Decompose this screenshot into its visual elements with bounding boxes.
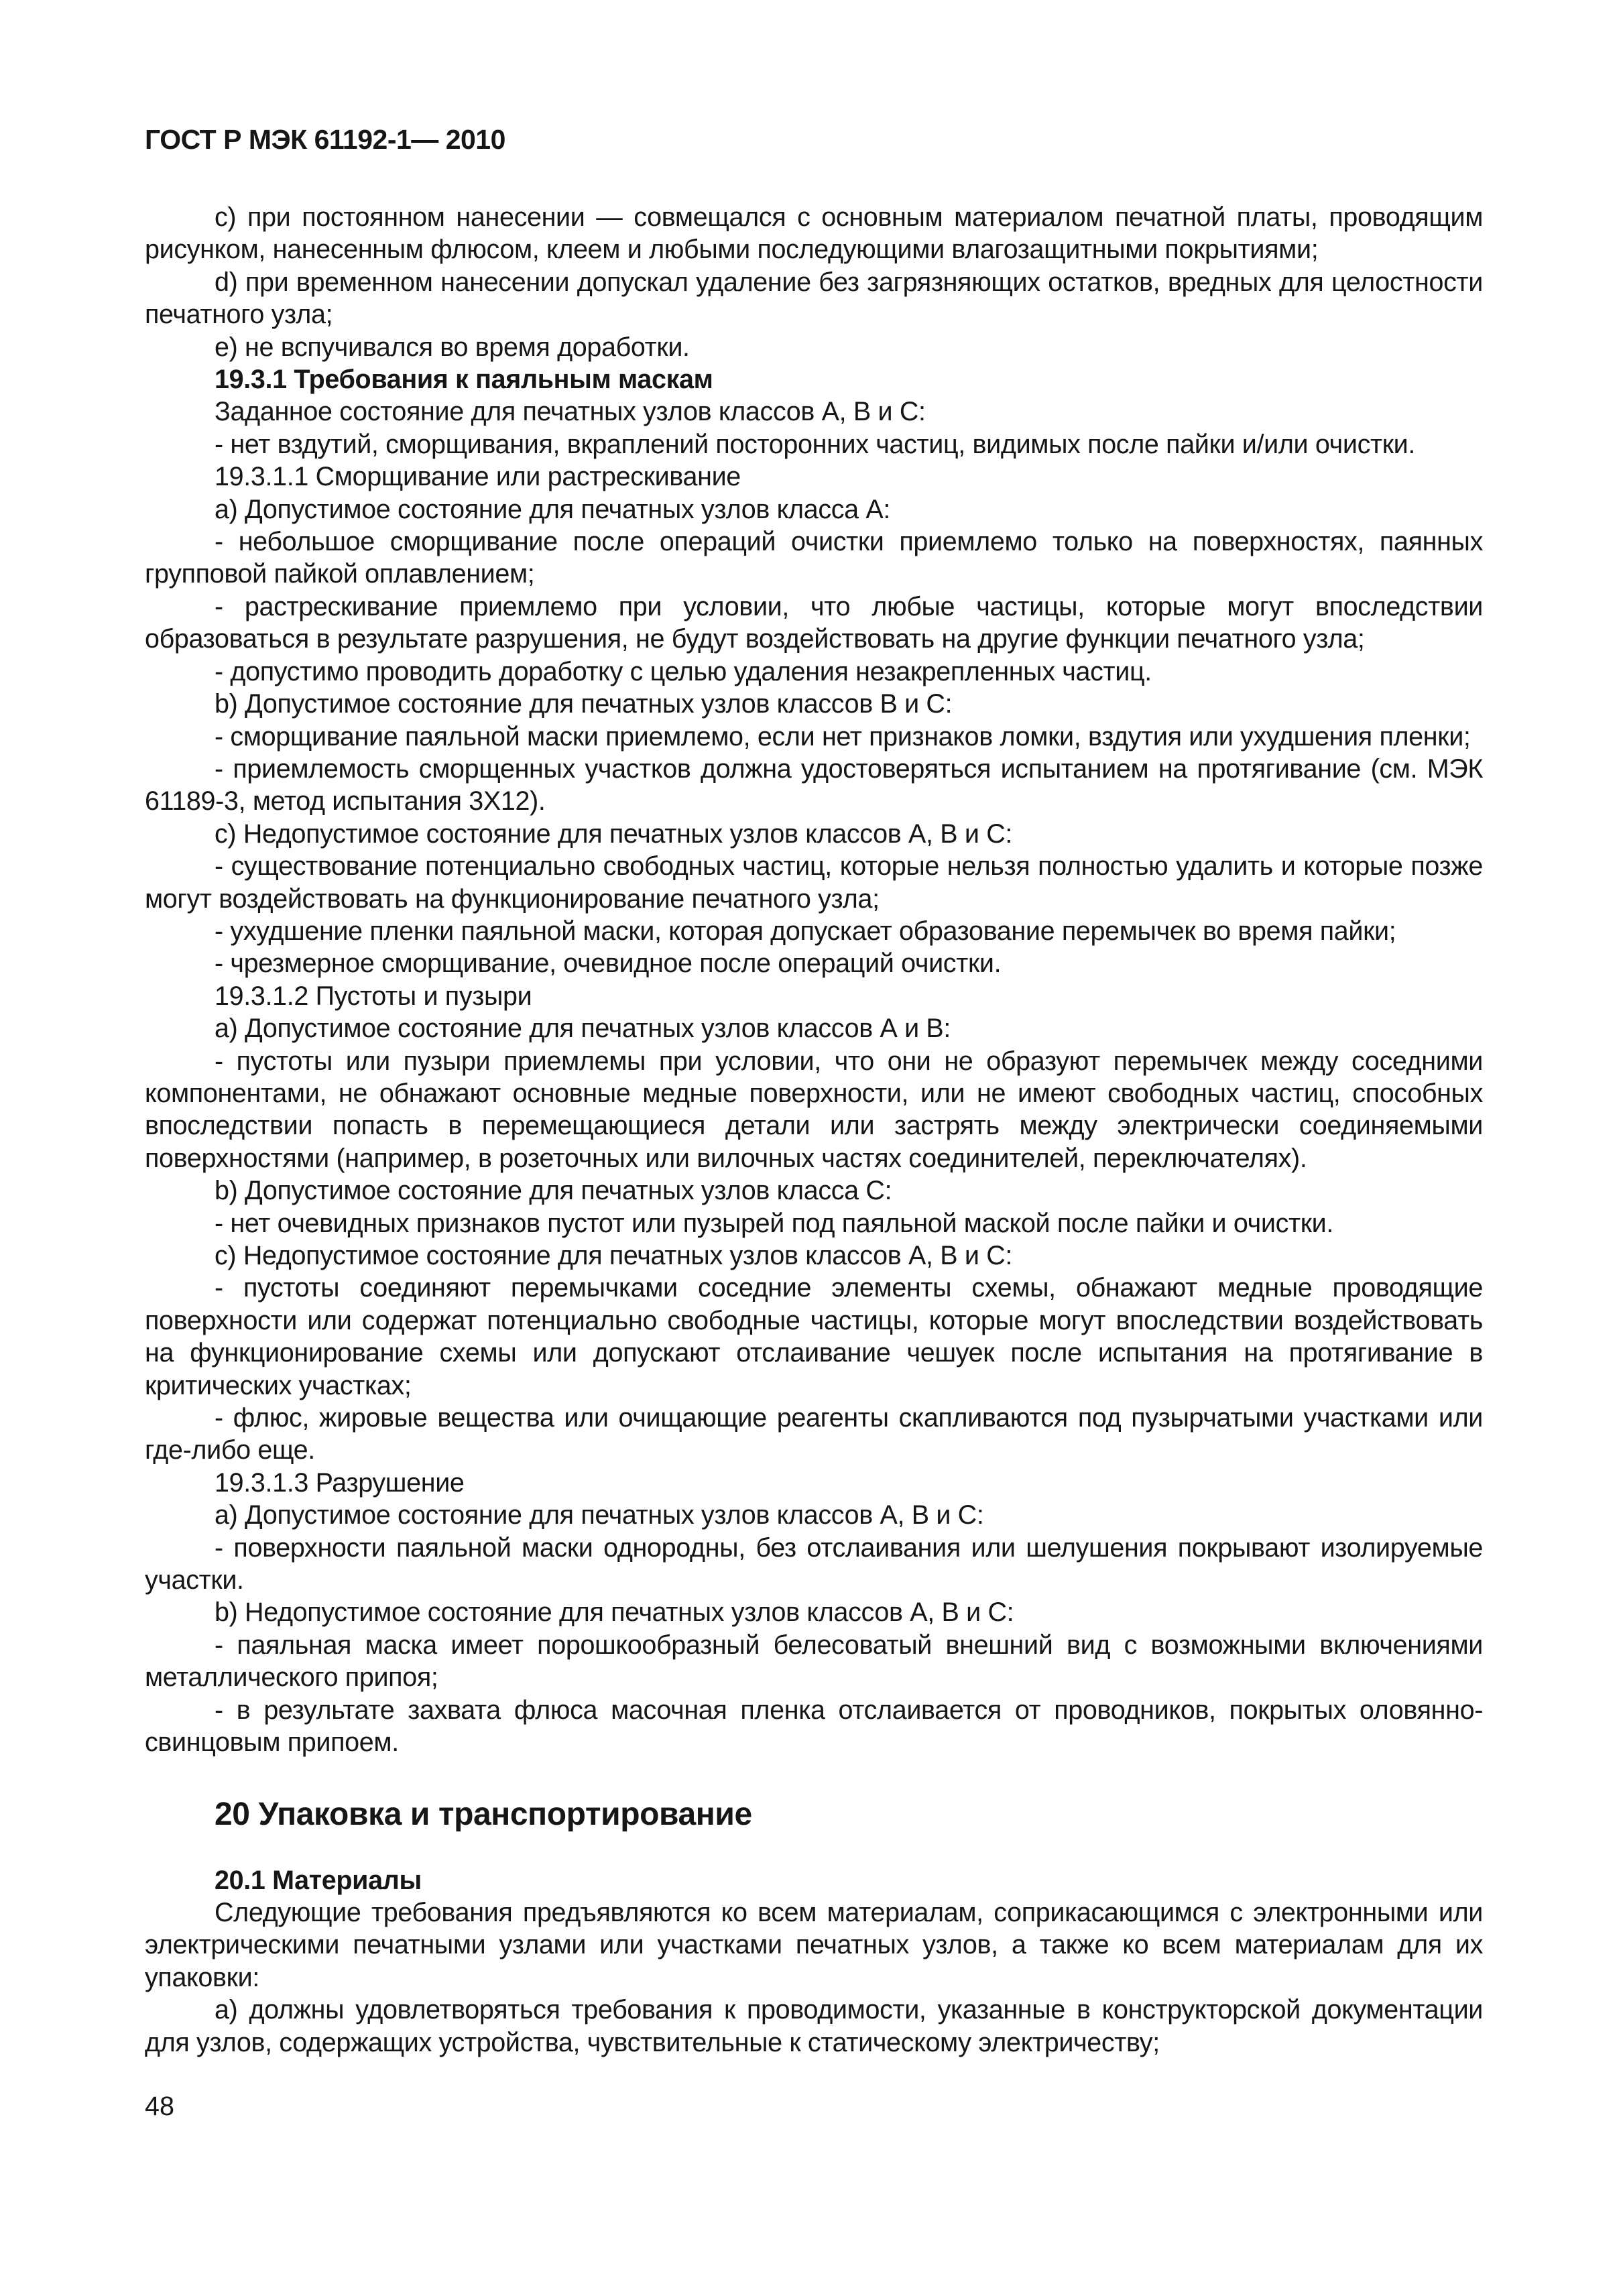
paragraph: - в результате захвата флюса масочная пленка отслаивается от проводников, покрытых оловянно-свинцовым припоем. bbox=[145, 1695, 1483, 1758]
paragraph: - приемлемость сморщенных участков должна удостоверяться испытанием на протягивание (см. МЭК 61189-3, метод испытания 3Х12). bbox=[145, 753, 1483, 817]
paragraph: - поверхности паяльной маски однородны, без отслаивания или шелушения покрывают изолируемые участки. bbox=[145, 1532, 1483, 1595]
paragraph: - растрескивание приемлемо при условии, что любые частицы, которые могут впоследствии образоваться в результате разрушения, не будут воздействовать на другие функции печатного узла; bbox=[145, 591, 1483, 654]
document-header: ГОСТ Р МЭК 61192-1— 2010 bbox=[145, 124, 505, 155]
paragraph: а) Допустимое состояние для печатных узлов классов А, В и С: bbox=[215, 1500, 984, 1530]
subsection-heading: 19.3.1.2 Пустоты и пузыри bbox=[215, 981, 532, 1011]
paragraph: а) Допустимое состояние для печатных узлов класса А: bbox=[215, 494, 891, 524]
paragraph: b) Допустимое состояние для печатных узлов класса С: bbox=[215, 1176, 892, 1206]
paragraph: - существование потенциально свободных частиц, которые нельзя полностью удалить и которые позже могут воздействовать на функционирование печатного узла; bbox=[145, 851, 1483, 914]
paragraph: с) Недопустимое состояние для печатных узлов классов А, В и С: bbox=[215, 819, 1013, 849]
paragraph: с) Недопустимое состояние для печатных узлов классов А, В и С: bbox=[215, 1241, 1013, 1270]
paragraph: d) при временном нанесении допускал удаление без загрязняющих остатков, вредных для целостности печатного узла; bbox=[145, 267, 1483, 330]
section-heading-20: 20 Упаковка и транспортирование bbox=[215, 1796, 752, 1832]
paragraph: Следующие требования предъявляются ко всем материалам, соприкасающимся с электронными или электрическими печатными узлами или участками печатных узлов, а также ко всем материалам для их упаковки: bbox=[145, 1897, 1483, 1992]
paragraph: а) Допустимое состояние для печатных узлов классов А и В: bbox=[215, 1014, 951, 1044]
paragraph: с) при постоянном нанесении — совмещался с основным материалом печатной платы, проводящим рисунком, нанесенным флюсом, клеем и любыми последующими влагозащитными покрытиями; bbox=[145, 202, 1483, 265]
paragraph: b) Допустимое состояние для печатных узлов классов В и С: bbox=[215, 689, 953, 719]
paragraph: Заданное состояние для печатных узлов классов А, В и С: bbox=[215, 397, 926, 427]
paragraph: - нет очевидных признаков пустот или пузырей под паяльной маской после пайки и очистки. bbox=[215, 1208, 1333, 1238]
paragraph: - пустоты или пузыри приемлемы при условии, что они не образуют перемычек между соседними компонентами, не обнажают основные медные поверхности, или не имеют свободных частиц, способных впоследствии попасть в перемещающиеся детали или застрять между электрически соединяемыми поверхностями (например, в розеточных или вилочных частях соединителей, переключателях). bbox=[145, 1046, 1483, 1173]
paragraph: - нет вздутий, сморщивания, вкраплений посторонних частиц, видимых после пайки и/или очистки. bbox=[215, 429, 1415, 459]
page-number: 48 bbox=[145, 2092, 174, 2121]
paragraph: - флюс, жировые вещества или очищающие реагенты скапливаются под пузырчатыми участками или где-либо еще. bbox=[145, 1403, 1483, 1465]
paragraph: - небольшое сморщивание после операций очистки приемлемо только на поверхностях, паянных групповой пайкой оплавлением; bbox=[145, 527, 1483, 589]
section-heading-20-1: 20.1 Материалы bbox=[215, 1865, 422, 1895]
paragraph: - паяльная маска имеет порошкообразный белесоватый внешний вид с возможными включениями металлического припоя; bbox=[145, 1630, 1483, 1693]
section-heading-19-3-1: 19.3.1 Требования к паяльным маскам bbox=[215, 365, 713, 395]
paragraph: - чрезмерное сморщивание, очевидное после операций очистки. bbox=[215, 949, 1002, 979]
paragraph: - допустимо проводить доработку с целью удаления незакрепленных частиц. bbox=[215, 656, 1152, 686]
document-body bbox=[145, 201, 1483, 2059]
subsection-heading: 19.3.1.1 Сморщивание или растрескивание bbox=[215, 462, 741, 492]
paragraph: - сморщивание паяльной маски приемлемо, если нет признаков ломки, вздутия или ухудшения пленки; bbox=[215, 721, 1471, 751]
paragraph: е) не вспучивался во время доработки. bbox=[215, 332, 690, 362]
paragraph: - пустоты соединяют перемычками соседние элементы схемы, обнажают медные проводящие поверхности или содержат потенциально свободные частицы, которые могут впоследствии воздействовать на функционирование схемы или допускают отслаивание чешуек после испытания на протягивание в критических участках; bbox=[145, 1273, 1483, 1400]
paragraph: а) должны удовлетворяться требования к проводимости, указанные в конструкторской документации для узлов, содержащих устройства, чувствительные к статическому электричеству; bbox=[145, 1995, 1483, 2057]
paragraph: b) Недопустимое состояние для печатных узлов классов А, В и С: bbox=[215, 1597, 1014, 1628]
subsection-heading: 19.3.1.3 Разрушение bbox=[215, 1467, 465, 1498]
paragraph: - ухудшение пленки паяльной маски, которая допускает образование перемычек во время пайки; bbox=[215, 916, 1396, 946]
